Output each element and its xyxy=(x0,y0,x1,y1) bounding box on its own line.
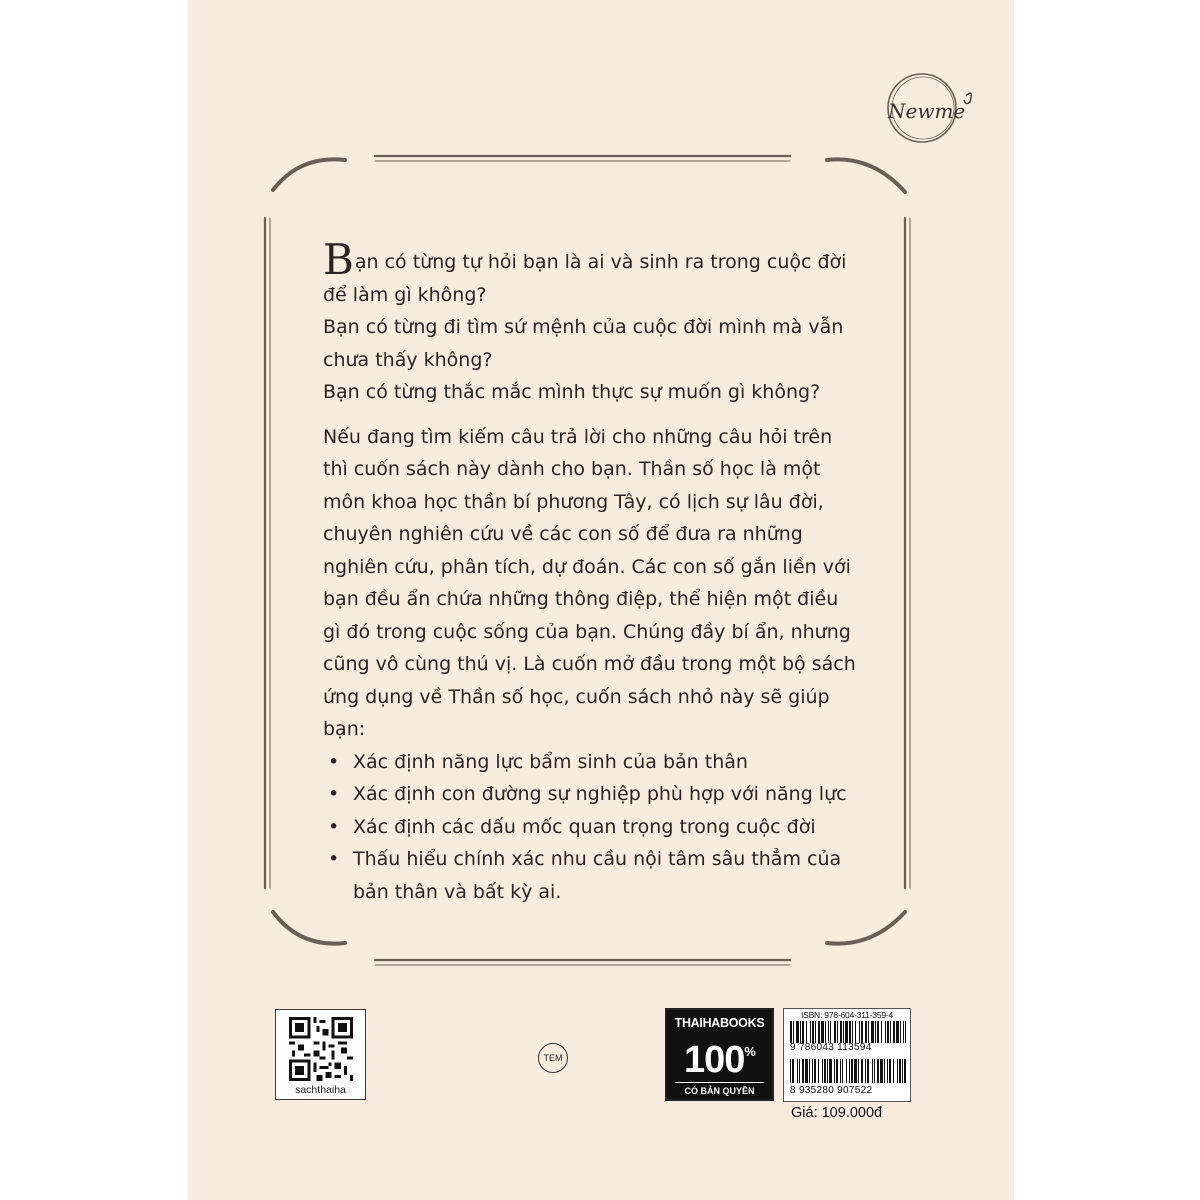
copyright-percent xyxy=(667,1032,772,1080)
intro-question-2: Bạn có từng đi tìm sứ mệnh của cuộc đời mình mà vẫn chưa thấy không? xyxy=(323,316,844,371)
intro-question-1-text: ạn có từng tự hỏi bạn là ai và sinh ra trong cuộc đời để làm gì không? xyxy=(323,251,847,306)
intro-question-3: Bạn có từng thắc mắc mình thực sự muốn gì không? xyxy=(323,381,821,403)
benefit-text: Xác định các dấu mốc quan trọng trong cuộc đời xyxy=(353,815,816,838)
benefit-item xyxy=(323,811,858,844)
benefit-item xyxy=(323,843,858,908)
bullet-icon: • xyxy=(328,750,340,773)
body-paragraph: Nếu đang tìm kiếm câu trả lời cho những câu hỏi trên thì cuốn sách này dành cho bạn. Thần số học là một môn khoa học thần bí phương Tây, có lịch sự lâu đời, chuyên nghiên cứu về các con số để đưa ra những nghiên cứu, phân tích, dự đoán. Các con số gắn liền với bạn đều ẩn chứa những thông điệp, thể hiện một điều gì đó trong cuộc sống của bạn. Chúng đầy bí ẩn, nhưng cũng vô cùng thú vị. Là cuốn mở đầu trong một bộ sách ứng dụng về Thần số học, cuốn sách nhỏ này sẽ giúp bạn: xyxy=(323,425,856,740)
benefit-item xyxy=(323,746,858,779)
benefit-item xyxy=(323,778,858,811)
qr-icon xyxy=(289,1017,353,1081)
thaihabooks-brand: THAIHABOOKS xyxy=(674,1016,765,1030)
drop-cap: B xyxy=(323,235,354,284)
price: Giá: 109.000đ xyxy=(791,1105,883,1121)
isbn-barcode-number: 9 786043 113594 xyxy=(790,1042,872,1053)
thaihabooks-badge xyxy=(665,1008,774,1101)
back-cover-text xyxy=(323,235,858,908)
copyright-percent-value: 100 xyxy=(684,1039,745,1081)
qr-label: sachthaiha xyxy=(295,1084,346,1096)
isbn-barcode xyxy=(790,1021,906,1043)
tem-stamp: TEM xyxy=(538,1043,568,1073)
bullet-icon: • xyxy=(328,815,340,838)
svg-text:Newme: Newme xyxy=(888,99,966,123)
isbn-text: ISBN: 978-604-311-359-4 xyxy=(800,1010,894,1020)
copyright-label: CÓ BẢN QUYỀN xyxy=(675,1082,764,1096)
barcode-panel xyxy=(783,1008,911,1102)
intro-question-1 xyxy=(323,235,858,311)
benefit-text: Xác định con đường sự nghiệp phù hợp với năng lực xyxy=(353,783,847,805)
ean-barcode-number: 8 935280 907522 xyxy=(790,1085,873,1096)
qr-code xyxy=(275,1009,366,1100)
newme-logo xyxy=(878,68,978,148)
bullet-icon: • xyxy=(328,783,340,805)
benefit-text: Thấu hiểu chính xác nhu cầu nội tâm sâu thẳm của bản thân và bất kỳ ai. xyxy=(353,848,842,903)
bullet-icon: • xyxy=(328,848,340,870)
benefit-text: Xác định năng lực bẩm sinh của bản thân xyxy=(353,750,748,773)
benefit-list xyxy=(323,746,858,909)
percent-sign: % xyxy=(744,1044,755,1059)
intro-questions xyxy=(323,235,858,409)
ean-barcode xyxy=(790,1059,906,1083)
